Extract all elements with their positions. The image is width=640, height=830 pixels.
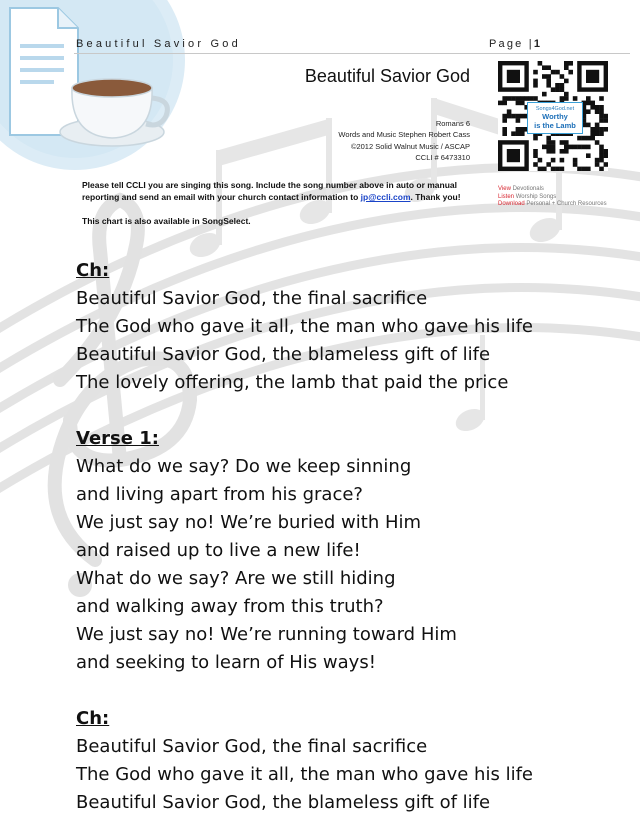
lyric-line: Beautiful Savior God, the blameless gift of life: [76, 344, 491, 365]
lyric-line: What do we say? Are we still hiding: [76, 568, 396, 589]
qr-badge-name-line2: is the Lamb: [534, 120, 576, 130]
copyright-line: ©2012 Solid Walnut Music / ASCAP: [350, 141, 470, 151]
resource-links: [498, 186, 607, 209]
songselect-note: This chart is also available in SongSelect.: [82, 216, 251, 226]
ccli-email-link[interactable]: jp@ccli.com: [360, 192, 411, 202]
section-spacer: [76, 397, 626, 425]
scripture-reference: Romans 6: [435, 119, 470, 128]
lyric-line: The lovely offering, the lamb that paid the price: [76, 372, 509, 393]
page-label: Page |: [489, 38, 534, 50]
ccli-thanks: . Thank you!: [410, 192, 461, 202]
resource-link-download[interactable]: Download Personal + Church Resources: [498, 201, 607, 207]
lyric-line: We just say no! We’re buried with Him: [76, 512, 422, 533]
lyric-line: and walking away from this truth?: [76, 596, 384, 617]
lyric-line: What do we say? Do we keep sinning: [76, 456, 412, 477]
qr-badge-name-line1: Worthy: [542, 112, 568, 121]
lyric-line: We just say no! We’re running toward Him: [76, 624, 457, 645]
lyric-line: The God who gave it all, the man who gave his life: [76, 764, 533, 785]
lyric-line: Beautiful Savior God, the blameless gift of life: [76, 792, 491, 813]
song-credits: Words and Music Stephen Robert Cass: [338, 130, 470, 140]
lyrics-body: [76, 257, 626, 817]
coffee-cup-document-icon: [0, 0, 185, 170]
lyric-line: Beautiful Savior God, the final sacrifice: [76, 288, 428, 309]
song-title: Beautiful Savior God: [304, 66, 470, 86]
page-number-header: [489, 38, 540, 50]
resource-link-listen[interactable]: Listen Worship Songs: [498, 193, 557, 200]
section-label: Ch:: [76, 260, 110, 281]
header-divider: [74, 53, 630, 54]
resource-link-view[interactable]: View Devotionals: [498, 186, 544, 192]
section-label: Verse 1:: [76, 428, 159, 449]
lyric-line: and raised up to live a new life!: [76, 540, 361, 561]
page-number: 1: [533, 38, 540, 50]
qr-badge-site: Songs4God.net: [535, 106, 575, 112]
lyric-line: and living apart from his grace?: [76, 484, 363, 505]
ccli-number: CCLI # 6473310: [415, 153, 470, 163]
running-header-title: Beautiful Savior God: [76, 38, 241, 50]
section-label: Ch:: [76, 708, 110, 729]
lyric-line: The God who gave it all, the man who gave his life: [76, 316, 533, 337]
section-spacer: [76, 677, 626, 705]
song-metadata: [260, 118, 470, 164]
qr-badge: [527, 102, 583, 134]
ccli-notice-text: Please tell CCLI you are singing this song. Include the song number above in auto or manual reporting and send an email with your church contact information to: [82, 180, 458, 202]
lyric-line: and seeking to learn of His ways!: [76, 652, 376, 673]
lyric-line: Beautiful Savior God, the final sacrifice: [76, 736, 428, 757]
ccli-notice: [82, 179, 472, 227]
